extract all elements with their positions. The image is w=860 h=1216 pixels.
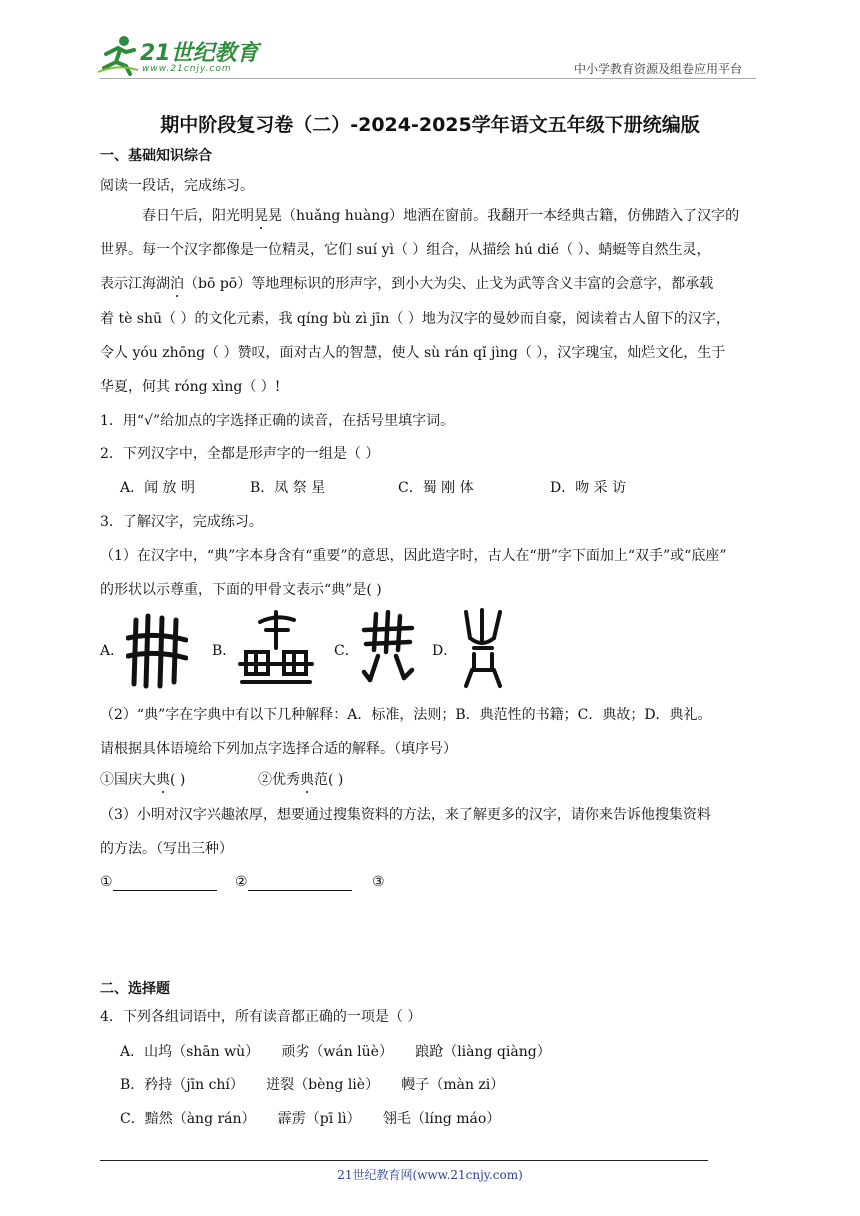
passage-text: （bō pō）等地理标识的形声字，到小大为尖、止戈为武等含义丰富的会意字，都承载 [184, 276, 714, 292]
question-1: 1．用“√”给加点的字选择正确的读音，在括号里填字词。 [100, 413, 455, 429]
header-divider [100, 78, 756, 79]
section1-intro: 阅读一段话，完成练习。 [100, 178, 254, 194]
section2-heading: 二、选择题 [100, 981, 170, 997]
blank-marker: ③ [372, 874, 385, 890]
page-title: 期中阶段复习卷（二）-2024-2025学年语文五年级下册统编版 [160, 114, 700, 136]
q4-option-b: B．矜持（jīn chí） 迸裂（bèng liè） 幔子（màn zi） [120, 1077, 505, 1093]
q4-option-c: C．黯然（àng rán） 霹雳（pī lì） 翎毛（líng máo） [120, 1111, 501, 1127]
logo-text: 21世纪教育 [140, 41, 259, 66]
answer-blank[interactable] [248, 876, 352, 891]
q3-part2-line2: 请根据具体语境给下列加点字选择合适的解释。（填序号） [100, 741, 457, 757]
q3-blanks [100, 873, 385, 891]
answer-paren[interactable]: 范( ) [314, 772, 344, 788]
dotted-char: 泊 [170, 276, 184, 292]
runner-logo-icon [96, 34, 140, 76]
passage-line-2: 世界。每一个汉字都像是一位精灵，它们 suí yì（ ）组合，从描绘 hú dié（ ）、蜻蜓等自然生灵， [100, 242, 711, 258]
q2-option-b: B．凤 祭 星 [250, 480, 326, 496]
answer-paren[interactable]: ( ) [170, 772, 186, 788]
footer-divider [100, 1160, 708, 1161]
q2-option-c: C．蜀 刚 体 [398, 480, 474, 496]
question-2-stem: 2．下列汉字中，全都是形声字的一组是（ ） [100, 446, 380, 462]
blank-marker: ① [100, 874, 113, 890]
passage-line-5: 令人 yóu zhōng（ ）赞叹，面对古人的智慧，使人 sù rán qǐ jìng（ ），汉字瑰宝，灿烂文化，生于 [100, 345, 726, 361]
passage-line-3 [100, 275, 713, 293]
img-label-b: B． [212, 643, 237, 659]
passage-text: 春日午后，阳光明 [142, 208, 254, 224]
dotted-char: 典 [156, 772, 170, 788]
oracle-glyph-b-icon [236, 608, 316, 690]
blank-marker: ② [235, 874, 248, 890]
q2-option-a: A．闻 放 明 [120, 480, 196, 496]
dotted-char: 晃 [254, 208, 268, 224]
img-label-a: A． [100, 643, 125, 659]
q3-part2-item1 [100, 771, 185, 789]
passage-line-6: 华夏，何其 róng xìng（ ）! [100, 379, 281, 395]
logo-url: www.21cnjy.com [142, 64, 232, 74]
img-label-c: C． [334, 643, 359, 659]
header-logo [96, 34, 266, 78]
answer-blank[interactable] [113, 876, 217, 891]
passage-line-1 [142, 207, 739, 225]
passage-line-4: 着 tè shū（ ）的文化元素，我 qíng bù zì jīn（ ）地为汉字的曼妙而自豪，阅读着古人留下的汉字， [100, 311, 730, 327]
img-label-d: D． [432, 643, 458, 659]
header-right-text: 中小学教育资源及组卷应用平台 [574, 62, 743, 76]
q3-part1-line1: （1）在汉字中，“典”字本身含有“重要”的意思，因此造字时，古人在“册”字下面加上“双手”或“底座” [100, 548, 727, 564]
q3-part1-line2: 的形状以示尊重，下面的甲骨文表示“典”是( ) [100, 582, 382, 598]
oracle-glyph-d-icon [460, 608, 506, 690]
q3-part2-item2 [258, 771, 343, 789]
dotted-char: 典 [300, 772, 314, 788]
q3-part2-line1: （2）“典”字在字典中有以下几种解释：A．标准，法则；B．典范性的书籍；C．典故；D．典礼。 [100, 707, 712, 723]
q4-option-a: A．山坞（shān wù） 顽劣（wán lüè） 踉跄（liàng qiàng） [120, 1044, 551, 1060]
oracle-glyph-c-icon [360, 610, 416, 686]
question-3-stem: 3．了解汉字，完成练习。 [100, 514, 263, 530]
item-text: ②优秀 [258, 772, 300, 788]
passage-text: 晃（huǎng huàng）地洒在窗前。我翻开一本经典古籍，仿佛踏入了汉字的 [268, 208, 740, 224]
item-text: ①国庆大 [100, 772, 156, 788]
footer-text[interactable]: 21世纪教育网(www.21cnjy.com) [337, 1168, 523, 1182]
section1-heading: 一、基础知识综合 [100, 148, 212, 164]
question-4-stem: 4．下列各组词语中，所有读音都正确的一项是（ ） [100, 1009, 422, 1025]
q3-part3-line2: 的方法。（写出三种） [100, 841, 233, 857]
passage-text: 表示江海湖 [100, 276, 170, 292]
q3-part3-line1: （3）小明对汉字兴趣浓厚，想要通过搜集资料的方法，来了解更多的汉字，请你来告诉他搜集资料 [100, 807, 711, 823]
q2-option-d: D．吻 采 访 [550, 480, 627, 496]
oracle-glyph-a-icon [126, 612, 188, 690]
